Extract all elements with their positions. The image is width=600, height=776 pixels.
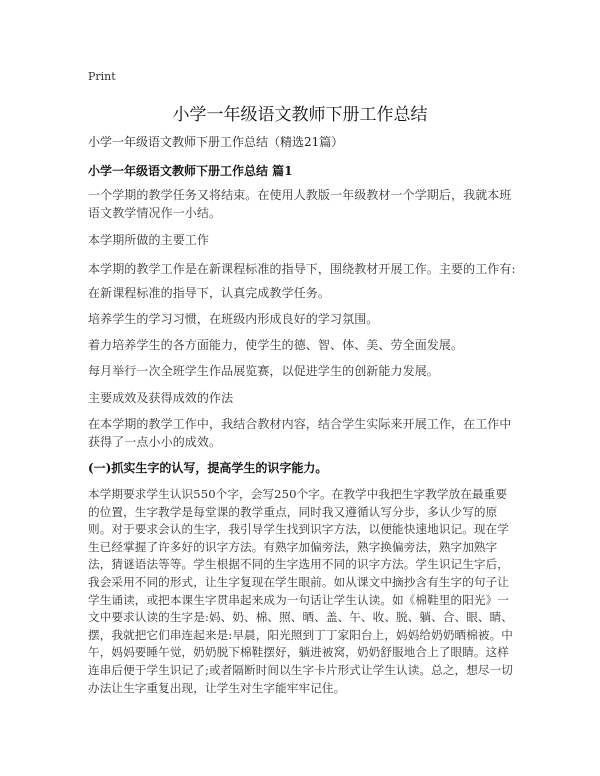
paragraph-main-work-heading: 本学期所做的主要工作 (88, 233, 210, 247)
document-subtitle: 小学一年级语文教师下册工作总结（精选21篇） (88, 135, 344, 149)
page-title: 小学一年级语文教师下册工作总结 (172, 105, 428, 125)
print-label: Print (88, 70, 116, 83)
list-item: 培养学生的学习习惯，在班级内形成良好的学习氛围。 (88, 312, 379, 326)
paragraph-literacy: 本学期要求学生认识550个字，会写250个字。在教学中我把生字教学放在最重要的位置，生字教学是每堂课的教学重点，同时我又遵循认写分步，多认少写的原则。对于要求会认的生字，我引导学生找到识字方法，以便能快速地识记。现在学生已经掌握了许多好的识字方法。有熟字加偏旁法，熟字换偏旁法，熟字加熟字法，猜谜语法等等。学生根据不同的生字选用不同的识字方法。学生识记生字后，我会采用不同的形式，让生字复现在学生眼前。如从课文中摘抄含有生字的句子让学生诵读，或把本课生字贯串起来成为一句话让学生认读。如《棉鞋里的阳光》一文中要求认读的生字是:妈、奶、棉、照、晒、盖、午、收、脱、躺、合、眼、睛、摆，我就把它们串连起来是:早晨，阳光照到丁丁家阳台上，妈妈给奶奶晒棉被。中午，妈妈要睡午觉，奶奶脱下棉鞋摆好，躺进被窝，奶奶舒服地合上了眼睛。这样连串后便于学生识记了;或者隔断时间以生字卡片形式让学生认读。总之，想尽一切办法让生字重复出现，让学生对生字能牢牢记住。 (88, 487, 513, 695)
section-heading: 小学一年级语文教师下册工作总结 篇1 (88, 164, 293, 178)
paragraph-main-work: 本学期的教学工作是在新课程标准的指导下，围绕教材开展工作。主要的工作有: (88, 262, 516, 276)
list-item: 在新课程标准的指导下，认真完成教学任务。 (88, 286, 331, 300)
paragraph-results-heading: 主要成效及获得成效的作法 (88, 391, 234, 405)
list-item: 着力培养学生的各方面能力，使学生的德、智、体、美、劳全面发展。 (88, 338, 464, 352)
subheading: (一)抓实生字的认写，提高学生的识字能力。 (88, 461, 328, 475)
paragraph-results: 在本学期的教学工作中，我结合教材内容，结合学生实际来开展工作，在工作中获得了一点小小的成效。 (88, 417, 512, 449)
paragraph-intro: 一个学期的教学任务又将结束。在使用人教版一年级教材一个学期后，我就本班语文教学情况作一小结。 (88, 188, 512, 220)
list-item: 每月举行一次全班学生作品展览赛，以促进学生的创新能力发展。 (88, 364, 439, 378)
